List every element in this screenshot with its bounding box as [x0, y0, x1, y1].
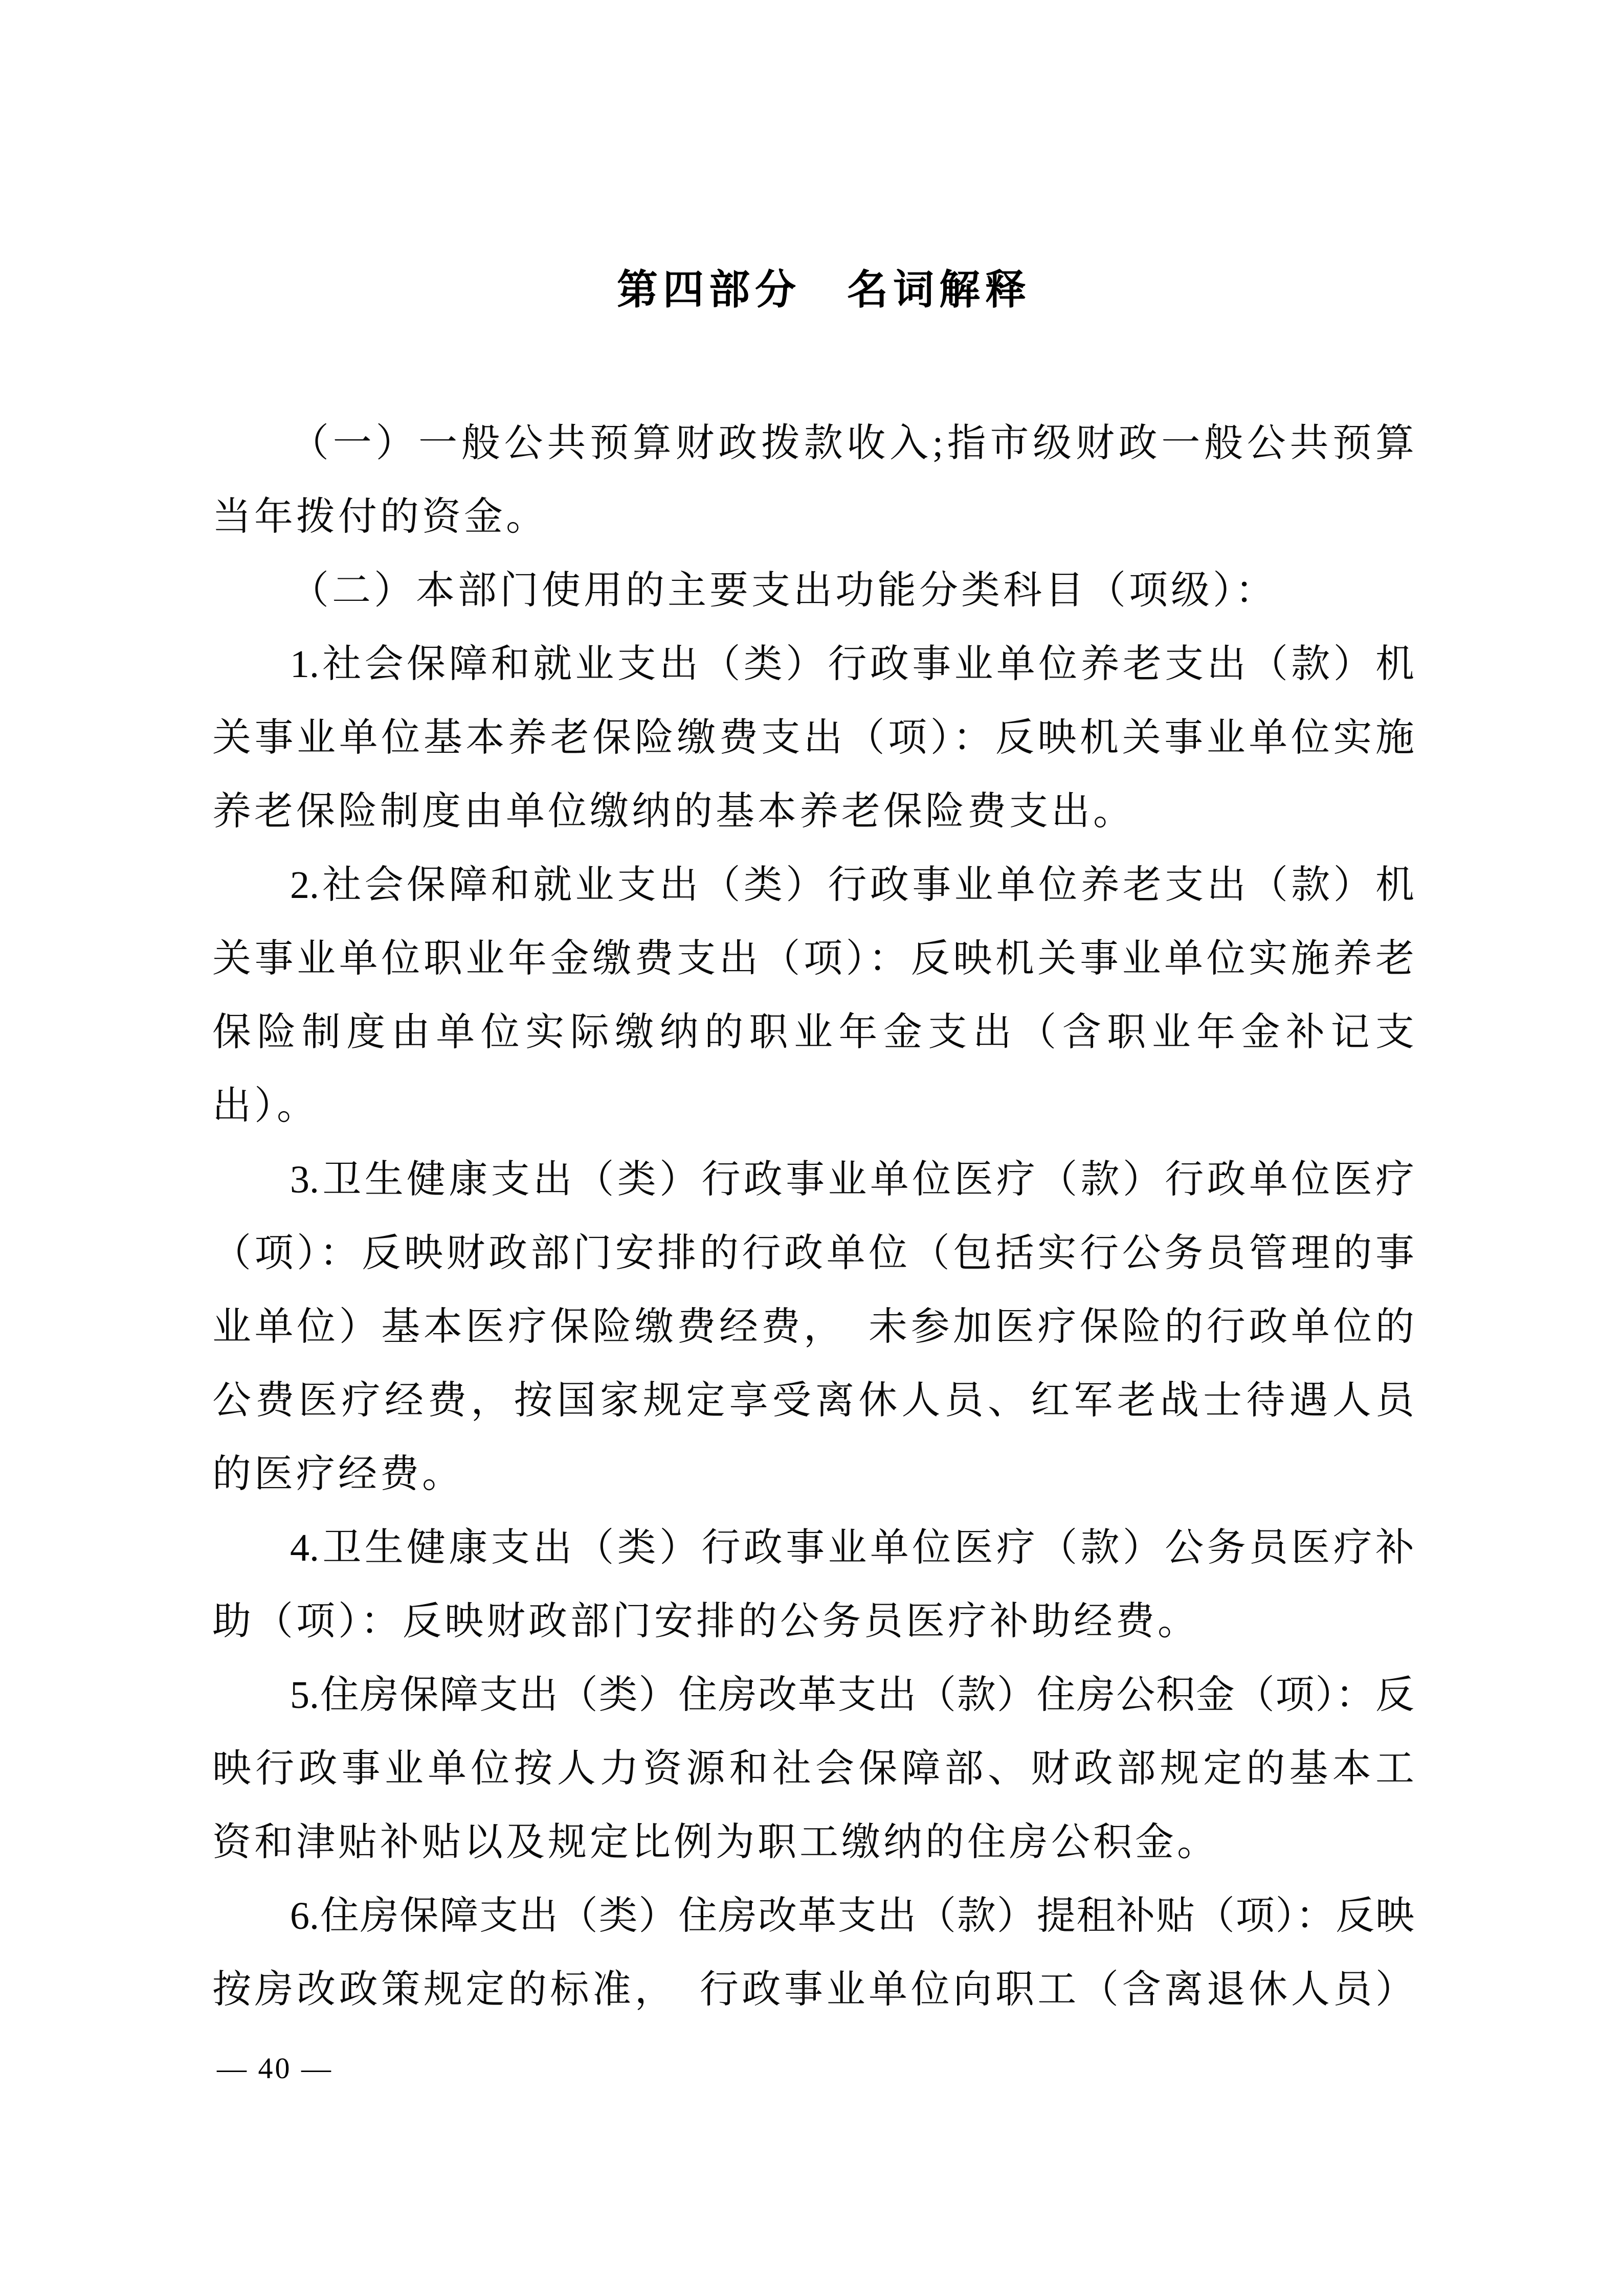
body-line: （一）一般公共预算财政拨款收入;指市级财政一般公共预算 — [290, 422, 1414, 465]
body-line: 出）。 — [212, 1085, 319, 1128]
page-title: 第四部分 名词解释 — [617, 267, 1031, 312]
body-text — [212, 407, 1414, 2027]
body-line: 映行政事业单位按人力资源和社会保障部、财政部规定的基本工 — [212, 1747, 1414, 1790]
body-line: 养老保险制度由单位缴纳的基本养老保险费支出。 — [212, 790, 1135, 833]
body-line: 资和津贴补贴以及规定比例为职工缴纳的住房公积金。 — [212, 1821, 1219, 1864]
body-line: 当年拨付的资金。 — [212, 496, 548, 538]
body-line: 关事业单位职业年金缴费支出（项）：反映机关事业单位实施养老 — [212, 937, 1414, 980]
body-line: 业单位）基本医疗保险缴费经费， 未参加医疗保险的行政单位的 — [212, 1305, 1414, 1348]
body-line: 保险制度由单位实际缴纳的职业年金支出（含职业年金补记支 — [212, 1011, 1414, 1054]
body-line: 2.社会保障和就业支出（类）行政事业单位养老支出（款）机 — [290, 864, 1414, 907]
body-line: （项）：反映财政部门安排的行政单位（包括实行公务员管理的事 — [212, 1232, 1414, 1275]
body-line: 公费医疗经费，按国家规定享受离休人员、红军老战士待遇人员 — [212, 1379, 1414, 1422]
body-line: 3.卫生健康支出（类）行政事业单位医疗（款）行政单位医疗 — [290, 1158, 1414, 1201]
body-line: （二）本部门使用的主要支出功能分类科目（项级）： — [290, 569, 1277, 612]
body-line: 助（项）：反映财政部门安排的公务员医疗补助经费。 — [212, 1600, 1199, 1643]
page-number: — 40 — — [217, 2052, 333, 2085]
body-line: 按房改政策规定的标准， 行政事业单位向职工（含离退休人员） — [212, 1968, 1414, 2011]
body-line: 关事业单位基本养老保险缴费支出（项）：反映机关事业单位实施 — [212, 716, 1414, 759]
body-line: 5.住房保障支出（类）住房改革支出（款）住房公积金（项）：反 — [290, 1674, 1414, 1717]
body-line: 6.住房保障支出（类）住房改革支出（款）提租补贴（项）：反映 — [290, 1895, 1414, 1938]
body-line: 的医疗经费。 — [212, 1453, 464, 1496]
body-line: 1.社会保障和就业支出（类）行政事业单位养老支出（款）机 — [290, 643, 1414, 686]
body-line: 4.卫生健康支出（类）行政事业单位医疗（款）公务员医疗补 — [290, 1526, 1414, 1569]
